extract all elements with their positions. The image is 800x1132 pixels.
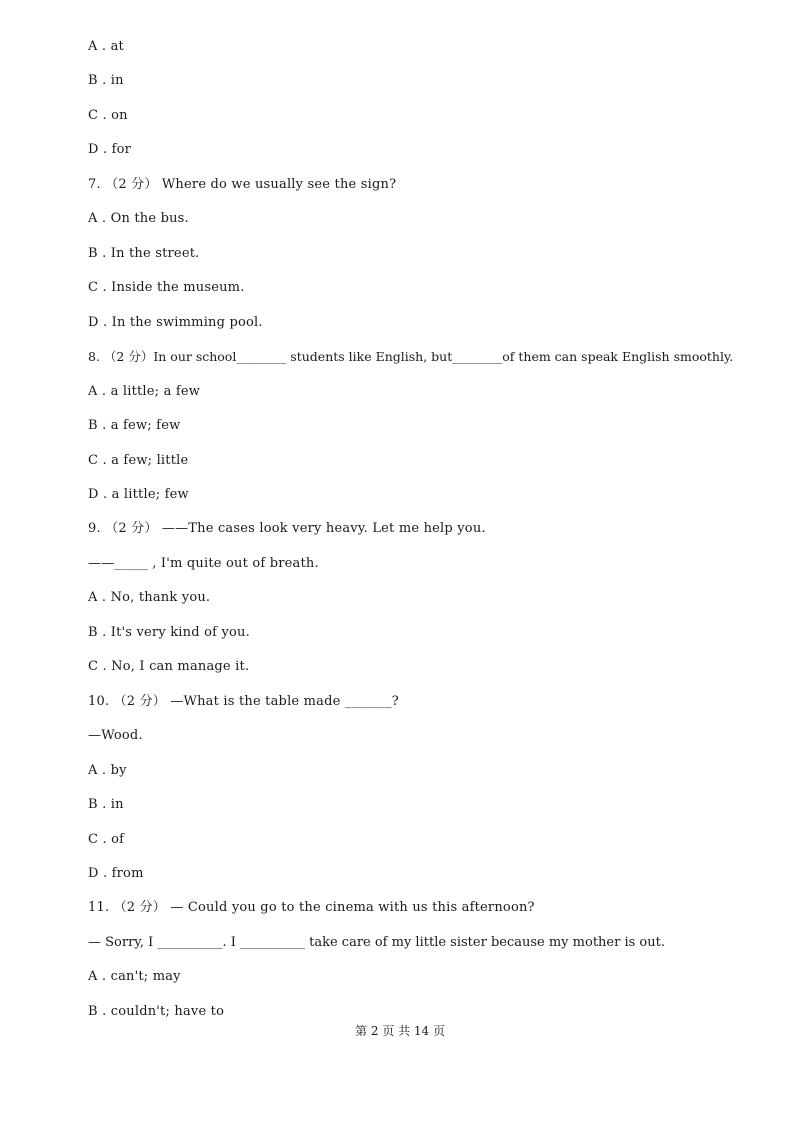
option-b: B . It's very kind of you. bbox=[88, 625, 250, 640]
question-7: 7. （2 分） Where do we usually see the sign? bbox=[88, 177, 397, 192]
option-a: A . No, thank you. bbox=[88, 590, 211, 605]
option-b: B . In the street. bbox=[88, 246, 200, 261]
option-b: B . in bbox=[88, 797, 124, 812]
dialogue-line: ——_____ , I'm quite out of breath. bbox=[88, 556, 319, 571]
option-b: B . in bbox=[88, 73, 124, 88]
option-a: A . a little; a few bbox=[88, 384, 201, 399]
option-c: C . No, I can manage it. bbox=[88, 659, 250, 674]
option-a: A . can't; may bbox=[88, 969, 181, 984]
question-8: 8. （2 分）In our school________ students like English, but________of them can speak English smoothly. bbox=[88, 349, 734, 364]
option-d: D . for bbox=[88, 142, 132, 157]
option-b: B . a few; few bbox=[88, 418, 181, 433]
question-11: 11. （2 分） — Could you go to the cinema with us this afternoon? bbox=[88, 900, 535, 915]
option-d: D . from bbox=[88, 866, 144, 881]
option-c: C . a few; little bbox=[88, 453, 189, 468]
option-b: B . couldn't; have to bbox=[88, 1004, 225, 1019]
dialogue-line: — Sorry, I __________. I __________ take care of my little sister because my mother is out. bbox=[88, 935, 665, 950]
question-10: 10. （2 分） —What is the table made _______? bbox=[88, 694, 399, 709]
option-c: C . Inside the museum. bbox=[88, 280, 245, 295]
question-9: 9. （2 分） ——The cases look very heavy. Let me help you. bbox=[88, 521, 486, 536]
option-d: D . a little; few bbox=[88, 487, 189, 502]
option-c: C . on bbox=[88, 108, 128, 123]
page-number-footer: 第 2 页 共 14 页 bbox=[355, 1024, 445, 1038]
dialogue-line: —Wood. bbox=[88, 728, 143, 743]
option-a: A . at bbox=[88, 39, 124, 54]
option-d: D . In the swimming pool. bbox=[88, 315, 263, 330]
option-c: C . of bbox=[88, 832, 125, 847]
option-a: A . On the bus. bbox=[88, 211, 189, 226]
option-a: A . by bbox=[88, 763, 127, 778]
